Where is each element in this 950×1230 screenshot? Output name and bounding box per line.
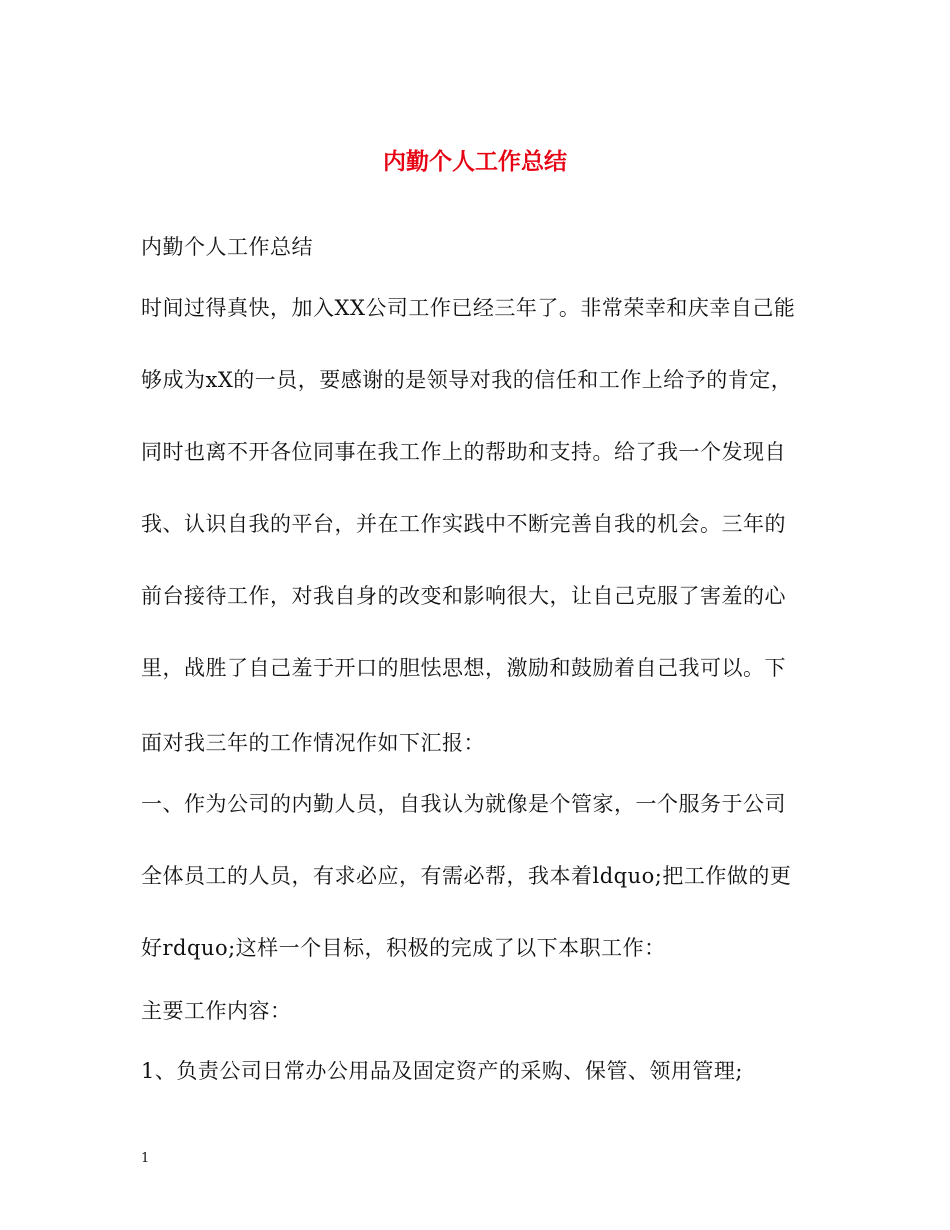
text-line: 里，战胜了自己羞于开口的胆怯思想，激励和鼓励着自己我可以。下 xyxy=(141,656,786,680)
text-line: 主要工作内容： xyxy=(141,999,292,1023)
text-line: 1、负责公司日常办公用品及固定资产的采购、保管、领用管理; xyxy=(141,1059,743,1083)
text-line: 同时也离不开各位同事在我工作上的帮助和支持。给了我一个发现自 xyxy=(141,440,786,464)
text-line: 内勤个人工作总结 xyxy=(141,235,313,259)
page-number: 1 xyxy=(141,1151,150,1166)
text-line: 够成为xX的一员，要感谢的是领导对我的信任和工作上给予的肯定， xyxy=(141,368,793,392)
text-line: 一、作为公司的内勤人员，自我认为就像是个管家，一个服务于公司 xyxy=(141,792,786,816)
text-line: 时间过得真快，加入XX公司工作已经三年了。非常荣幸和庆幸自己能 xyxy=(141,296,796,320)
text-line: 前台接待工作，对我自身的改变和影响很大，让自己克服了害羞的心 xyxy=(141,584,786,608)
text-line: 面对我三年的工作情况作如下汇报： xyxy=(141,731,485,755)
text-line: 好rdquo;这样一个目标，积极的完成了以下本职工作： xyxy=(141,936,666,960)
document-title: 内勤个人工作总结 xyxy=(383,149,567,175)
text-line: 全体员工的人员，有求必应，有需必帮，我本着ldquo;把工作做的更 xyxy=(141,864,792,888)
text-line: 我、认识自我的平台，并在工作实践中不断完善自我的机会。三年的 xyxy=(141,512,786,536)
